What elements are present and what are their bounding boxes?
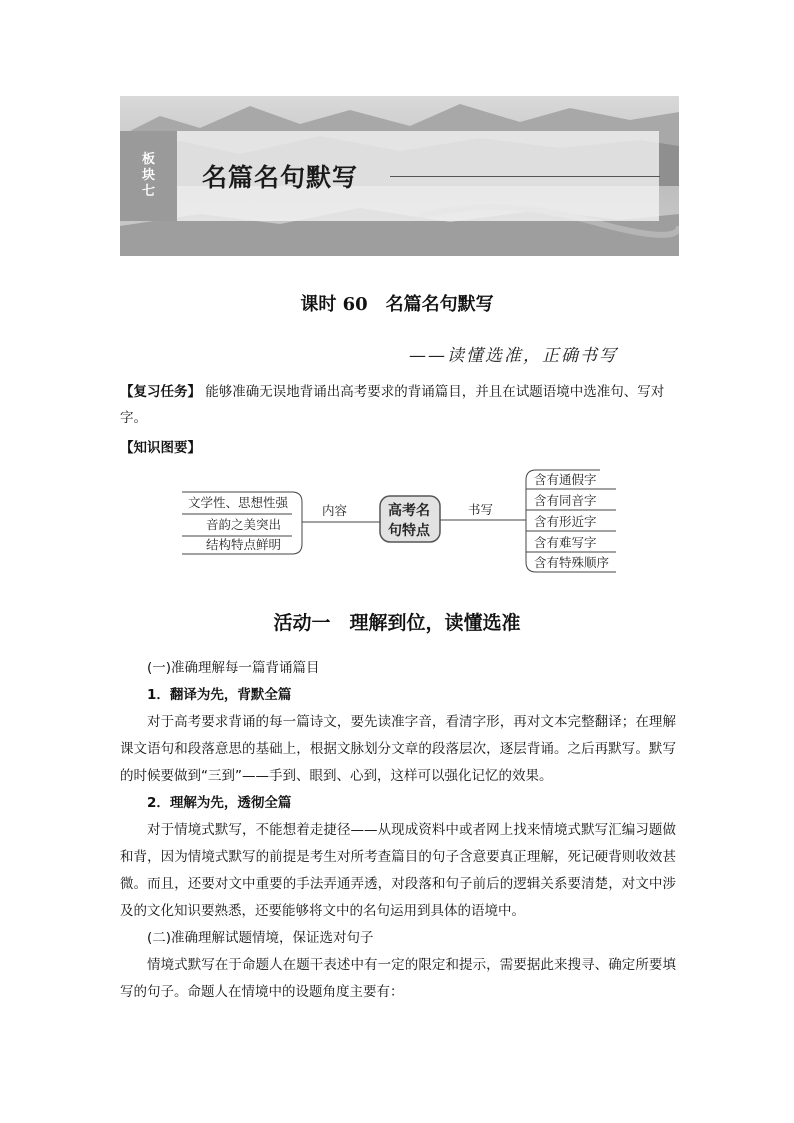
- center-node-line: 高考名: [388, 503, 430, 519]
- section-heading: (二)准确理解试题情境，保证选对句子: [147, 930, 374, 946]
- banner-title: 名篇名句默写: [202, 163, 359, 192]
- right-item: 含有形近字: [534, 514, 597, 529]
- section-banner: [120, 96, 679, 256]
- right-connector-label: 书写: [468, 502, 494, 517]
- right-item: 含有同音字: [534, 493, 597, 508]
- knowledge-map-heading: [120, 435, 676, 461]
- left-item: 文学性、思想性强: [188, 495, 289, 510]
- center-node-line: 句特点: [388, 523, 430, 539]
- right-item: 含有特殊顺序: [534, 555, 610, 570]
- left-connector-label: 内容: [322, 503, 348, 518]
- body-paragraph: 对于情境式默写，不能想着走捷径——从现成资料中或者网上找来情境式默写汇编习题做和背，因为情境式默写的前提是考生对所考查篇目的句子含意要真正理解，死记硬背则收效甚微。而且，还要对文中重要的手法弄通弄透，对段落和句子前后的逻辑关系要清楚，对文中涉及的文化知识要熟悉，还要能够将文中的名句运用到具体的语境中。: [120, 822, 676, 919]
- left-item: 音韵之美突出: [206, 517, 282, 532]
- section-tag-char: 板: [141, 152, 155, 167]
- banner-rule: [390, 176, 660, 177]
- sub-heading: 2．理解为先，透彻全篇: [147, 795, 292, 811]
- review-task: [120, 379, 676, 431]
- review-task-label: 【复习任务】: [120, 384, 201, 400]
- section-tag: [120, 131, 177, 221]
- lesson-subtitle: ——读懂选准，正确书写: [409, 346, 618, 366]
- sub-heading: 1．翻译为先，背默全篇: [147, 687, 292, 703]
- section-heading: (一)准确理解每一篇背诵篇目: [147, 660, 320, 676]
- body-paragraph: 对于高考要求背诵的每一篇诗文，要先读准字音，看清字形，再对文本完整翻译；在理解课文语句和段落意思的基础上，根据文脉划分文章的段落层次，逐层背诵。之后再默写。默写的时候要做到“三到”——手到、眼到、心到，这样可以强化记忆的效果。: [120, 714, 676, 784]
- right-item: 含有难写字: [534, 535, 597, 550]
- left-item: 结构特点鲜明: [206, 537, 282, 552]
- lesson-title: 课时 60 名篇名句默写: [300, 294, 494, 315]
- body-paragraph: 情境式默写在于命题人在题干表述中有一定的限定和提示，需要据此来搜寻、确定所要填写的句子。命题人在情境中的设题角度主要有：: [120, 957, 676, 1000]
- section-tag-char: 七: [141, 184, 155, 199]
- right-item: 含有通假字: [534, 472, 597, 487]
- review-task-text: 能够准确无误地背诵出高考要求的背诵篇目，并且在试题语境中选准句、写对字。: [120, 384, 665, 426]
- activity-heading: 活动一 理解到位，读懂选准: [273, 612, 521, 634]
- knowledge-map-label: 【知识图要】: [120, 440, 201, 456]
- activity-body: [120, 655, 676, 1006]
- section-tag-char: 块: [141, 168, 155, 183]
- knowledge-mind-map: [180, 462, 620, 577]
